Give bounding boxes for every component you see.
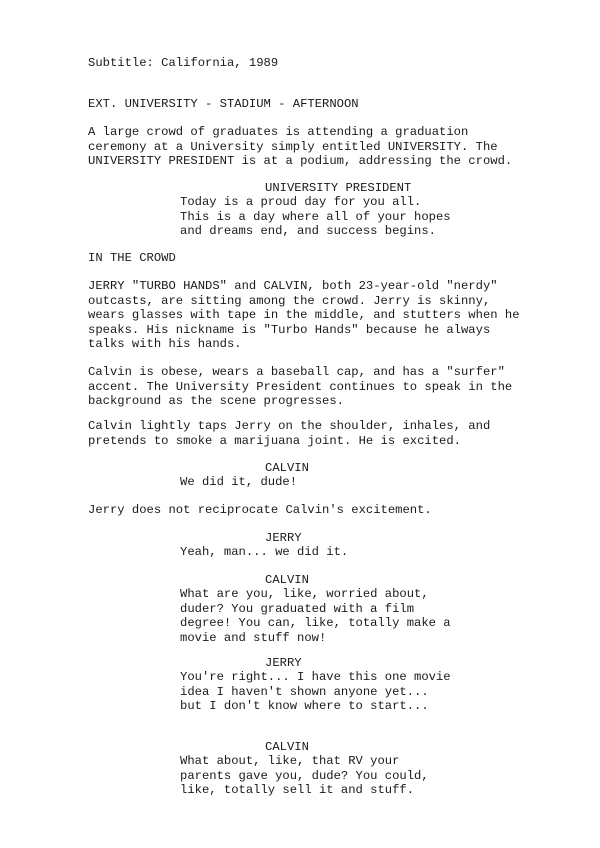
character-name: CALVIN [265,573,309,587]
character-name: JERRY [265,656,302,670]
screenplay-action-block [88,125,600,169]
action-line: Subtitle: California, 1989 [88,56,279,70]
screenplay-dialogue-block [180,475,600,490]
action-line: background as the scene progresses. [88,394,344,409]
screenplay-character-block [265,461,600,476]
action-line: accent. The University President continues to speak in the [88,379,513,394]
screenplay-character-block [265,181,600,196]
dialogue-line: What are you, like, worried about, [180,587,429,601]
screenplay-action-block [88,503,600,518]
dialogue-line: parents gave you, dude? You could, [180,768,429,783]
action-line: pretends to smoke a marijuana joint. He is excited. [88,433,461,448]
character-name: CALVIN [265,740,309,754]
dialogue-line: Yeah, man... we did it. [180,545,349,559]
dialogue-line: degree! You can, like, totally make a [180,616,451,631]
action-line: speaks. His nickname is "Turbo Hands" because he always [88,322,491,337]
dialogue-line: idea I haven't shown anyone yet... [180,684,429,699]
action-line: talks with his hands. [88,337,242,352]
dialogue-line: like, totally sell it and stuff. [180,783,415,798]
dialogue-line: Today is a proud day for you all. [180,195,422,209]
action-line: Calvin lightly taps Jerry on the shoulder, inhales, and [88,419,491,433]
screenplay-action-block [88,251,600,266]
dialogue-line: We did it, dude! [180,475,298,489]
character-name: JERRY [265,531,302,545]
character-name: UNIVERSITY PRESIDENT [265,181,412,195]
screenplay-character-block [265,531,600,546]
action-line: JERRY "TURBO HANDS" and CALVIN, both 23-year-old "nerdy" [88,279,498,293]
dialogue-line: You're right... I have this one movie [180,670,451,684]
action-line: ceremony at a University simply entitled UNIVERSITY. The [88,139,498,154]
screenplay-dialogue-block [180,670,600,714]
dialogue-line: movie and stuff now! [180,630,327,645]
screenplay-action-block [88,279,600,352]
screenplay-character-block [265,573,600,588]
dialogue-line: and dreams end, and success begins. [180,224,436,239]
character-name: CALVIN [265,461,309,475]
dialogue-line: but I don't know where to start... [180,699,429,714]
dialogue-line: What about, like, that RV your [180,754,400,768]
screenplay-action-block [88,365,600,409]
screenplay-dialogue-block [180,587,600,645]
screenplay-dialogue-block [180,754,600,798]
action-line: Jerry does not reciprocate Calvin's excitement. [88,503,432,517]
dialogue-line: duder? You graduated with a film [180,601,415,616]
screenplay-dialogue-block [180,195,600,239]
screenplay-action-block [88,56,600,71]
action-line: outcasts, are sitting among the crowd. Jerry is skinny, [88,293,491,308]
screenplay-character-block [265,656,600,671]
action-line: wears glasses with tape in the middle, and stutters when he [88,308,520,323]
screenplay-character-block [265,740,600,755]
action-line: UNIVERSITY PRESIDENT is at a podium, addressing the crowd. [88,154,513,169]
action-line: EXT. UNIVERSITY - STADIUM - AFTERNOON [88,97,359,111]
screenplay-dialogue-block [180,545,600,560]
action-line: Calvin is obese, wears a baseball cap, and has a "surfer" [88,365,505,379]
action-line: A large crowd of graduates is attending a graduation [88,125,469,139]
screenplay-action-block [88,97,600,112]
screenplay-action-block [88,419,600,448]
action-line: IN THE CROWD [88,251,176,265]
dialogue-line: This is a day where all of your hopes [180,209,451,224]
